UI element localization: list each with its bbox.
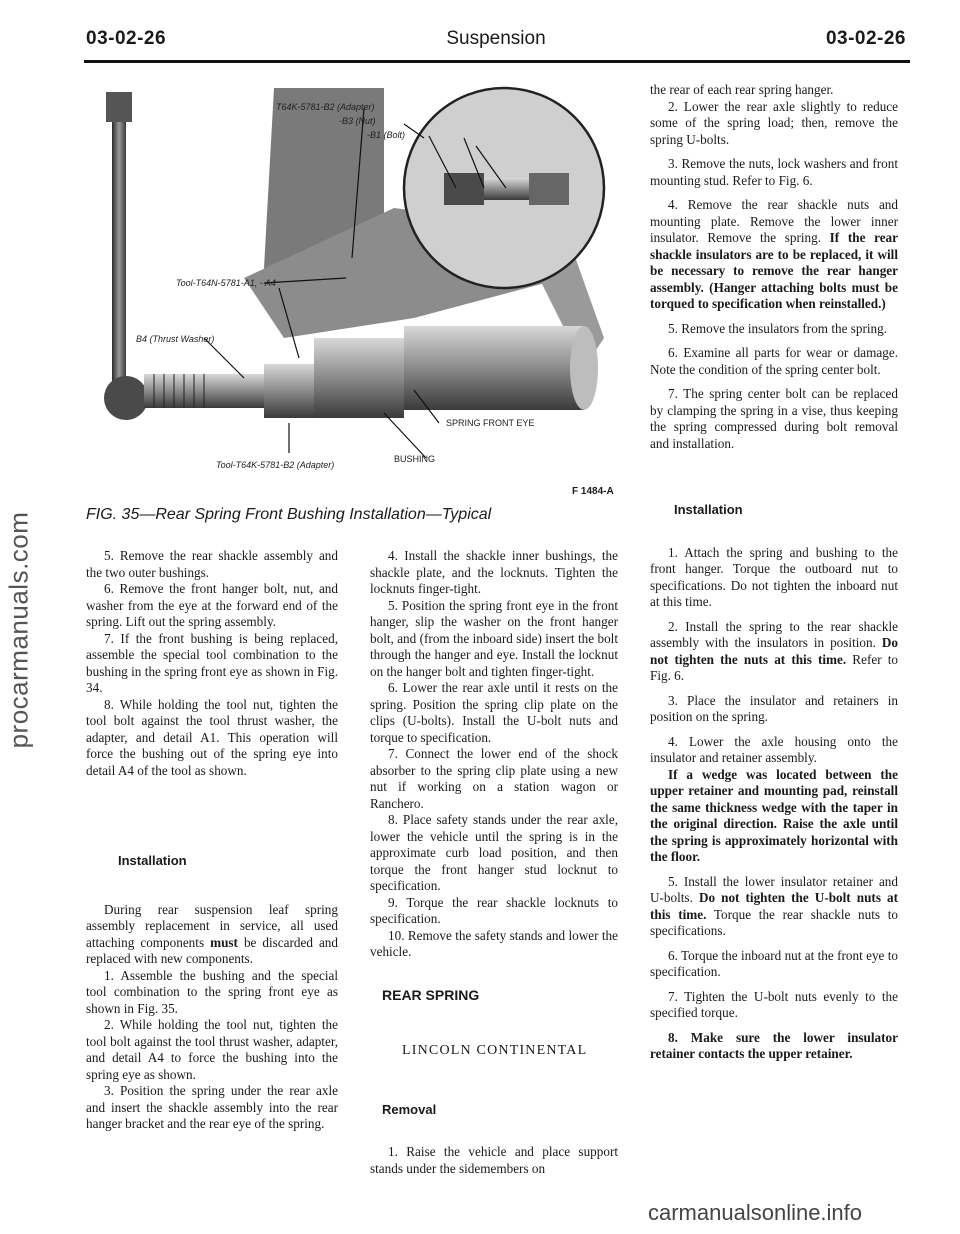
figure-35 [84, 78, 624, 498]
spring-front-eye [404, 326, 584, 410]
step-6: 6. Remove the front hanger bolt, nut, and washer from the eye at the forward end of the spring. Lift out the spring assembly. [86, 581, 338, 629]
removal-step-6: 6. Examine all parts for wear or damage. Note the condition of the spring center bolt. [650, 345, 898, 377]
heading-rear-spring: REAR SPRING [382, 986, 480, 1003]
inset-nut [444, 173, 484, 205]
label-tool-bottom: Tool-T64K-5781-B2 (Adapter) [216, 460, 335, 470]
step-7: 7. If the front bushing is being replaced, assemble the special tool combination to the bushing in the spring front eye as shown in Fig. 34. [86, 630, 338, 695]
tool-bar [112, 98, 126, 398]
install-step-10: 10. Remove the safety stands and lower the vehicle. [370, 927, 618, 959]
install2-step-7: 7. Tighten the U-bolt nuts evenly to the specified torque. [650, 988, 898, 1020]
install-step-4: 4. Install the shackle inner bushings, the shackle plate, and the locknuts. Tighten the locknuts finger-tight. [370, 548, 618, 596]
label-nut: -B3 (Nut) [339, 116, 376, 126]
removal-step-1-cont: the rear of each rear spring hanger. [650, 82, 834, 97]
page-number-right: 03-02-26 [825, 28, 906, 49]
install-intro: During rear suspension leaf spring assembly replacement in service, all used attaching components must be discarded and replaced with new components. [86, 901, 338, 966]
install-step-2: 2. While holding the tool nut, tighten the tool bolt against the tool thrust washer, adapter, and detail A4 to force the bushing into the spring eye as shown. [86, 1017, 338, 1082]
label-bolt: -B1 (Bolt) [367, 130, 406, 140]
side-watermark [2, 320, 36, 940]
install-step-8: 8. Place safety stands under the rear axle, lower the vehicle until the spring is in the approximate curb load position, and then torque the front hanger stud locknut to specification. [370, 812, 618, 893]
removal-step-2: 2. Lower the rear axle slightly to reduce some of the spring load; then, remove the spring U-bolts. [650, 98, 898, 147]
section-title: Suspension [446, 28, 546, 49]
install2-step-5: 5. Install the lower insulator retainer and U-bolts. Do not tighten the U-bolt nuts at this time. Torque the rear shackle nuts to specifications. [650, 873, 899, 938]
tool-nut [104, 376, 148, 420]
spring-bushing-illustration [84, 78, 624, 498]
install-step-3: 3. Position the spring under the rear axle and insert the shackle assembly into the rear hanger bracket and the rear eye of the spring. [86, 1083, 338, 1131]
install2-step-4: 4. Lower the axle housing onto the insulator and retainer assembly. [650, 733, 898, 765]
label-thrust-washer: B4 (Thrust Washer) [136, 334, 215, 344]
install-step-7: 7. Connect the lower end of the shock absorber to the spring clip plate using a new nut if working on a station wagon or Ranchero. [370, 746, 618, 811]
step-8: 8. While holding the tool nut, tighten the tool bolt against the tool thrust washer, the adapter, and detail A1. This operation will force the bushing out of the spring eye into detail A4 of the tool as shown. [86, 696, 338, 778]
adapter-b2 [264, 364, 314, 418]
side-watermark-text: procarmanuals.com [3, 511, 34, 749]
install2-step-1: 1. Attach the spring and bushing to the front hanger. Torque the outboard nut to specifications. Do not tighten the inboard nut at this time. [650, 544, 898, 609]
install2-step-6: 6. Torque the inboard nut at the front eye to specification. [650, 947, 898, 979]
heading-installation-1: Installation [118, 853, 187, 868]
heading-lincoln-continental: LINCOLN CONTINENTAL [402, 1043, 588, 1058]
install-step-9: 9. Torque the rear shackle locknuts to specification. [370, 894, 618, 926]
column-3 [650, 82, 898, 1063]
label-adapter-top: T64K-5781-B2 (Adapter) [276, 102, 375, 112]
removal-step-3: 3. Remove the nuts, lock washers and front mounting stud. Refer to Fig. 6. [650, 156, 898, 188]
heading-installation-2: Installation [674, 502, 743, 517]
header-rule [84, 60, 910, 63]
figure-caption: FIG. 35—Rear Spring Front Bushing Installation—Typical [86, 506, 492, 523]
install-step-1: 1. Assemble the bushing and the special tool combination to the spring front eye as shown in Fig. 35. [86, 967, 338, 1016]
removal-step-1: 1. Raise the vehicle and place support stands under the sidemembers on [370, 1144, 618, 1176]
tool-bar-top [106, 92, 132, 122]
heading-removal: Removal [382, 1101, 437, 1117]
page-number-left: 03-02-26 [86, 28, 167, 49]
removal-step-5: 5. Remove the insulators from the spring. [668, 320, 888, 336]
install-step-6: 6. Lower the rear axle until it rests on the spring. Position the spring clip plate on the clips (U-bolts). Install the U-bolt nuts and torque to specification. [370, 680, 618, 745]
install-step-5: 5. Position the spring front eye in the front hanger, slip the washer on the front hanger bolt, and (from the inboard side) insert the bolt through the hanger and eye. Install the locknut on the hanger bolt and tighten finger-tight. [370, 597, 618, 679]
bushing [314, 338, 404, 418]
install2-step-4-note: If a wedge was located between the upper retainer and mounting pad, reinstall the same thickness wedge with the taper in the original direction. Raise the axle until the spring is approximately horizontal with the floor. [650, 766, 898, 864]
column-2 [370, 548, 618, 1177]
label-spring-eye: SPRING FRONT EYE [446, 418, 535, 428]
install2-step-3: 3. Place the insulator and retainers in position on the spring. [650, 692, 898, 724]
page-header [86, 28, 906, 58]
figure-code: F 1484-A [572, 486, 614, 497]
install2-step-8: 8. Make sure the lower insulator retainer contacts the upper retainer. [650, 1029, 898, 1061]
inset-adapter [529, 173, 569, 205]
footer-watermark: carmanualsonline.info [648, 1200, 863, 1225]
step-5: 5. Remove the rear shackle assembly and the two outer bushings. [86, 548, 338, 580]
column-1 [86, 548, 338, 1133]
removal-step-7: 7. The spring center bolt can be replaced by clamping the spring in a vise, thus keeping the spring compressed during bolt removal and installation. [650, 386, 898, 451]
label-tool: Tool-T64N-5781-A1, - A4 [176, 278, 276, 288]
install2-step-2: 2. Install the spring to the rear shackle assembly with the insulators in position. Do not tighten the nuts at this time. Refer to Fig. 6. [650, 618, 898, 683]
removal-step-4: 4. Remove the rear shackle nuts and mounting plate. Remove the lower inner insulator. Remove the spring. If the rear shackle insulators are to be replaced, it will be necessary to remove the rear hanger assembly. (Hanger attaching bolts must be torqued to specification when reinstalled.) [650, 197, 898, 311]
eye-end [570, 326, 598, 410]
label-bushing: BUSHING [394, 454, 436, 464]
